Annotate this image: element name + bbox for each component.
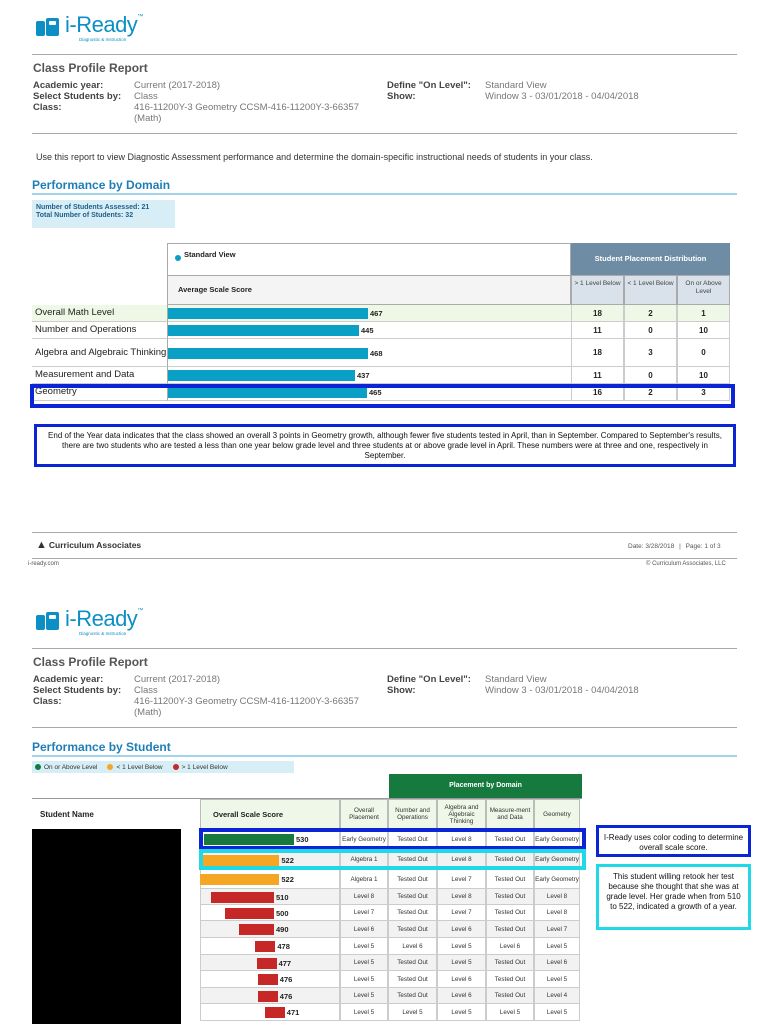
placement-cell: Tested Out [388,955,437,971]
placement-cell: Tested Out [388,870,437,889]
footer-copyright: © Curriculum Associates, LLC [646,561,726,567]
student-score-bar [257,958,277,969]
placement-cell: Level 5 [388,1004,437,1021]
student-score-value: 510 [276,893,289,902]
placement-col-header: Overall Placement [340,799,388,829]
meta-values-right-2: Standard View Window 3 - 03/01/2018 - 04/04/2018 [485,674,639,696]
retake-note: This student willing retook her test because she thought that she was at grade level. Her grade when from 510 to 522, indicated a growth of a year. [596,864,751,930]
placement-cell: Level 7 [437,870,486,889]
placement-cell: Tested Out [388,905,437,921]
footer-date: Date: 3/28/2018 | Page: 1 of 3 [628,543,721,550]
placement-col-header: Measure-ment and Data [486,799,534,829]
iready-logo-icon [36,18,62,38]
placement-cell: Tested Out [388,921,437,938]
placement-cell: Level 5 [340,971,388,988]
placement-col-header: Number and Operations [388,799,437,829]
brand-name: i-Ready [65,12,138,37]
student-score-value: 522 [281,875,294,884]
student-score-bar [211,892,274,903]
standard-view-header: Standard View [167,243,571,275]
iready-logo: i-Ready™ Diagnostic & Instruction [36,14,143,38]
placement-cell: Early Geometry [340,829,388,850]
student-score-bar [239,924,274,935]
placement-cell: Level 5 [437,1004,486,1021]
retake-student-highlight [199,849,586,870]
distribution-count: 11 [571,322,624,339]
placement-cell: Level 6 [388,938,437,955]
placement-cell: Level 6 [437,921,486,938]
student-section-title: Performance by Student [32,740,171,754]
domain-score-bar [168,325,359,336]
meta-values-right: Standard View Window 3 - 03/01/2018 - 04/04/2018 [485,80,639,102]
placement-cell: Level 6 [437,988,486,1004]
placement-cell: Tested Out [486,955,534,971]
student-score-value: 476 [279,992,293,1001]
color-coding-note: I-Ready uses color coding to determine overall scale score. [596,825,751,857]
placement-cell: Level 5 [534,1004,580,1021]
placement-cell: Level 8 [437,889,486,905]
placement-cell: Level 8 [437,850,486,870]
student-score-bar [258,991,278,1002]
student-score-value: 478 [277,942,290,951]
student-score-value: 522 [281,856,294,865]
distribution-count: 11 [571,367,624,384]
placement-cell: Early Geometry [534,829,580,850]
student-score-value: 530 [296,835,309,844]
placement-cell: Level 7 [534,921,580,938]
distribution-count: 2 [624,305,677,322]
geometry-highlight [30,384,735,408]
placement-cell: Tested Out [486,870,534,889]
placement-cell: Level 5 [340,955,388,971]
distribution-count: 18 [571,305,624,322]
placement-cell: Early Geometry [534,870,580,889]
placement-col-header: Geometry [534,799,580,829]
distribution-count: 10 [677,322,730,339]
placement-cell: Algebra 1 [340,850,388,870]
meta-labels-left-2: Academic year: Select Students by: Class: [33,674,122,707]
placement-cell: Tested Out [388,829,437,850]
domain-section-title: Performance by Domain [32,178,171,192]
iready-logo-2: i-Ready™ Diagnostic & Instruction [36,608,143,632]
placement-cell: Tested Out [486,971,534,988]
placement-cell: Tested Out [388,988,437,1004]
placement-cell: Early Geometry [534,850,580,870]
placement-by-domain-header: Placement by Domain [389,774,582,798]
legend-lt1-below: < 1 Level Below [107,764,162,771]
distribution-count: 0 [624,322,677,339]
dist-col-below-1: > 1 Level Below [571,275,624,305]
meta-values-left: Current (2017-2018) Class 416-11200Y-3 Geometry CCSM-416-11200Y-3-66357 (Math) [134,80,359,124]
student-counts: Number of Students Assessed: 21 Total Number of Students: 32 [32,200,175,228]
placement-cell: Tested Out [388,889,437,905]
distribution-count: 2 [624,384,677,401]
iready-logo-icon [36,612,62,632]
domain-score-bar [168,348,368,359]
placement-cell: Level 6 [534,955,580,971]
domain-row-label: Number and Operations [32,322,167,339]
placement-cell: Algebra 1 [340,870,388,889]
avg-score-header: Average Scale Score [167,275,571,305]
brand-tagline: Diagnostic & Instruction [79,37,127,42]
distribution-count: 3 [677,384,730,401]
placement-cell: Level 8 [534,889,580,905]
meta-labels-right: Define "On Level": Show: [387,80,471,102]
student-score-value: 476 [279,975,293,984]
overall-score-header: Overall Scale Score [200,799,340,829]
domain-row-label: Algebra and Algebraic Thinking [32,339,167,367]
placement-cell: Level 4 [534,988,580,1004]
placement-cell: Level 5 [340,1004,388,1021]
student-score-value: 500 [276,909,289,918]
placement-cell: Level 5 [534,971,580,988]
placement-cell: Tested Out [486,889,534,905]
placement-distribution-header: Student Placement Distribution [571,243,730,275]
domain-score-bar [168,370,355,381]
placement-cell: Level 6 [340,921,388,938]
placement-cell: Tested Out [388,971,437,988]
student-score-bar [255,941,275,952]
distribution-count: 16 [571,384,624,401]
placement-cell: Level 8 [534,905,580,921]
distribution-count: 0 [624,367,677,384]
report-title-2: Class Profile Report [33,655,148,669]
meta-labels-left: Academic year: Select Students by: Class: [33,80,122,113]
placement-cell: Tested Out [486,829,534,850]
student-score-bar [258,974,278,985]
report-title: Class Profile Report [33,61,148,75]
placement-cell: Level 5 [486,1004,534,1021]
placement-cell: Level 5 [437,955,486,971]
distribution-count: 3 [624,339,677,367]
placement-cell: Tested Out [486,921,534,938]
domain-score-bar [168,308,368,319]
placement-cell: Level 7 [437,905,486,921]
domain-row-label: Overall Math Level [32,305,167,322]
student-score-value: 471 [286,1008,300,1017]
placement-cell: Level 8 [340,889,388,905]
geometry-note: End of the Year data indicates that the class showed an overall 3 points in Geometry growth, although fewer five students tested in April, than in September. Compared to September's results, there are two students who are tested a less than one year below grade level and three students at or above grade level in April. These numbers were at three and one, respectively in September. [34,424,736,467]
student-score-bar [200,874,279,885]
meta-values-left-2: Current (2017-2018) Class 416-11200Y-3 Geometry CCSM-416-11200Y-3-66357 (Math) [134,674,359,718]
placement-cell: Tested Out [388,850,437,870]
redacted-student-names [32,829,181,1024]
placement-cell: Level 5 [340,938,388,955]
curriculum-associates-logo: ▲ Curriculum Associates [36,539,142,551]
meta-labels-right-2: Define "On Level": Show: [387,674,471,696]
domain-score-value: 467 [370,309,383,318]
placement-cell: Level 5 [437,938,486,955]
placement-legend [32,761,294,773]
distribution-count: 0 [677,339,730,367]
domain-score-value: 468 [370,349,383,358]
placement-cell: Tested Out [486,905,534,921]
domain-row-label: Measurement and Data [32,367,167,384]
placement-cell: Tested Out [486,850,534,870]
intro-text: Use this report to view Diagnostic Assessment performance and determine the domain-specific instructional needs of students in your class. [36,152,593,162]
domain-score-value: 445 [361,326,374,335]
placement-col-header: Algebra and Algebraic Thinking [437,799,486,829]
placement-cell: Level 5 [534,938,580,955]
distribution-count: 18 [571,339,624,367]
footer-site: i-ready.com [28,561,59,567]
student-score-value: 490 [276,925,289,934]
distribution-count: 1 [677,305,730,322]
placement-cell: Level 7 [340,905,388,921]
legend-on-level: On or Above Level [35,764,97,771]
student-score-bar [265,1007,285,1018]
dist-col-below-lt1: < 1 Level Below [624,275,677,305]
placement-cell: Tested Out [486,988,534,1004]
student-name-header: Student Name [40,810,94,819]
domain-score-value: 437 [357,371,370,380]
dist-col-on-level: On or Above Level [677,275,730,305]
placement-cell: Level 8 [437,829,486,850]
legend-gt1-below: > 1 Level Below [173,764,228,771]
distribution-count: 10 [677,367,730,384]
domain-row-label: Geometry [32,384,167,401]
domain-score-value: 465 [369,388,382,397]
student-score-value: 477 [278,959,292,968]
placement-cell: Level 6 [437,971,486,988]
student-score-bar [225,908,274,919]
ca-logo-icon: ▲ [36,539,47,551]
placement-cell: Level 6 [486,938,534,955]
placement-cell: Level 5 [340,988,388,1004]
top-student-highlight [199,828,586,850]
